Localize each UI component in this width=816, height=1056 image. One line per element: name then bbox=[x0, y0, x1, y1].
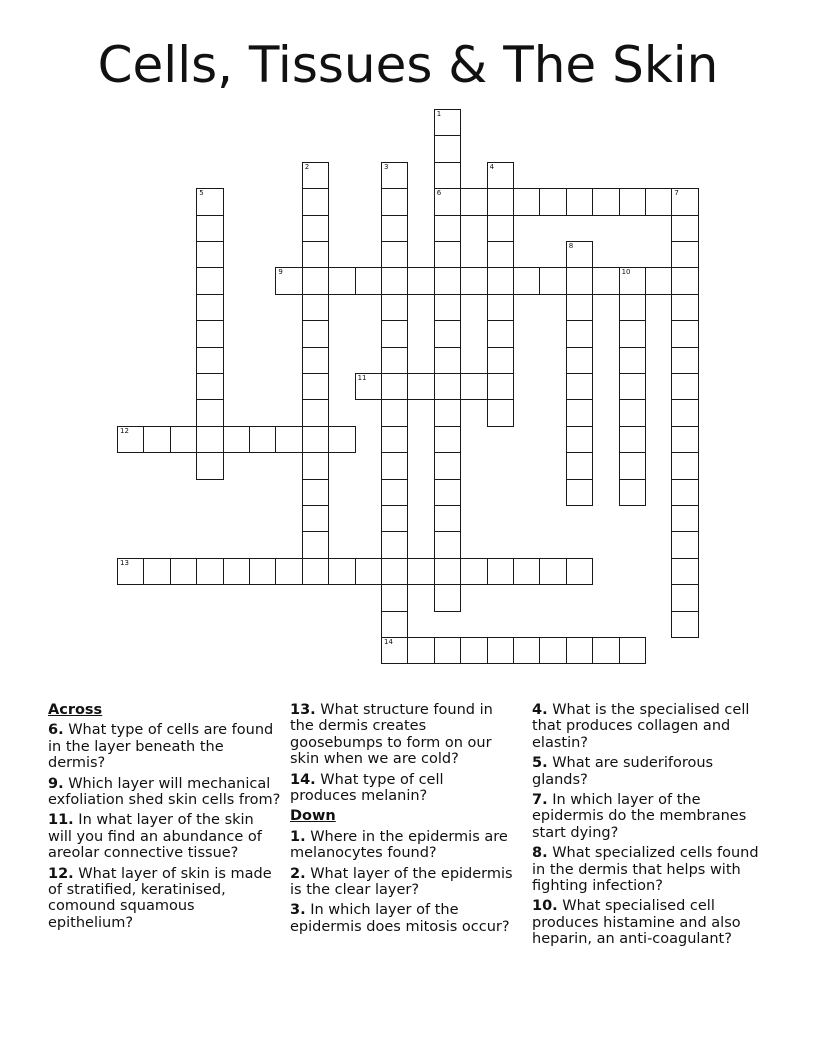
grid-cell[interactable] bbox=[460, 558, 487, 585]
grid-cell[interactable] bbox=[619, 347, 646, 374]
grid-cell[interactable] bbox=[434, 241, 461, 268]
grid-cell[interactable] bbox=[328, 426, 355, 453]
grid-cell[interactable] bbox=[434, 215, 461, 242]
grid-cell[interactable] bbox=[434, 320, 461, 347]
grid-cell[interactable] bbox=[381, 558, 408, 585]
grid-cell[interactable] bbox=[671, 320, 698, 347]
grid-cell[interactable] bbox=[143, 558, 170, 585]
grid-cell[interactable] bbox=[513, 558, 540, 585]
grid-cell[interactable] bbox=[196, 188, 223, 215]
grid-cell[interactable] bbox=[381, 162, 408, 189]
clue-across-9: 9. Which layer will mechanical exfoliation shed skin cells from? bbox=[48, 775, 281, 809]
grid-cell[interactable] bbox=[196, 320, 223, 347]
grid-cell[interactable] bbox=[249, 558, 276, 585]
grid-cell[interactable] bbox=[566, 452, 593, 479]
clue-down-10: 10. What specialised cell produces histamine and also heparin, an anti-coagulant? bbox=[532, 898, 741, 948]
grid-cell[interactable] bbox=[619, 267, 646, 294]
grid-cell[interactable] bbox=[671, 373, 698, 400]
grid-cell[interactable] bbox=[434, 505, 461, 532]
grid-cell[interactable] bbox=[302, 426, 329, 453]
grid-cell[interactable] bbox=[487, 267, 514, 294]
grid-cell[interactable] bbox=[460, 637, 487, 664]
grid-cell[interactable] bbox=[381, 294, 408, 321]
grid-cell[interactable] bbox=[619, 637, 646, 664]
grid-cell[interactable] bbox=[671, 479, 698, 506]
grid-cell[interactable] bbox=[487, 373, 514, 400]
grid-cell[interactable] bbox=[223, 558, 250, 585]
grid-cell[interactable] bbox=[328, 267, 355, 294]
grid-cell[interactable] bbox=[302, 505, 329, 532]
grid-cell[interactable] bbox=[117, 426, 144, 453]
grid-cell[interactable] bbox=[381, 611, 408, 638]
puzzle-title: Cells, Tissues & The Skin bbox=[97, 36, 719, 94]
grid-cell[interactable] bbox=[619, 373, 646, 400]
grid-cell[interactable] bbox=[434, 162, 461, 189]
grid-cell[interactable] bbox=[302, 188, 329, 215]
grid-cell[interactable] bbox=[671, 294, 698, 321]
grid-cell[interactable] bbox=[592, 637, 619, 664]
clue-number: 11 bbox=[357, 374, 367, 382]
grid-cell[interactable] bbox=[460, 373, 487, 400]
grid-cell[interactable] bbox=[434, 347, 461, 374]
clue-across-11: 11. In what layer of the skin will you find an abundance of areolar connective tissue? bbox=[48, 812, 262, 862]
grid-cell[interactable] bbox=[302, 558, 329, 585]
grid-cell[interactable] bbox=[381, 426, 408, 453]
grid-cell[interactable] bbox=[487, 320, 514, 347]
grid-cell[interactable] bbox=[539, 267, 566, 294]
clue-number: 8 bbox=[568, 242, 574, 250]
clue-across-6: 6. What type of cells are found in the layer beneath the dermis? bbox=[48, 722, 274, 772]
grid-cell[interactable] bbox=[671, 505, 698, 532]
grid-cell[interactable] bbox=[302, 531, 329, 558]
grid-cell[interactable] bbox=[487, 558, 514, 585]
grid-cell[interactable] bbox=[434, 109, 461, 136]
grid-cell[interactable] bbox=[170, 558, 197, 585]
grid-cell[interactable] bbox=[381, 347, 408, 374]
grid-cell[interactable] bbox=[355, 558, 382, 585]
clue-number: 4 bbox=[489, 162, 495, 171]
grid-cell[interactable] bbox=[355, 267, 382, 294]
grid-cell[interactable] bbox=[381, 215, 408, 242]
grid-cell[interactable] bbox=[566, 426, 593, 453]
grid-cell[interactable] bbox=[302, 215, 329, 242]
grid-cell[interactable] bbox=[407, 558, 434, 585]
clue-down-4: 4. What is the specialised cell that produces collagen and elastin? bbox=[532, 702, 750, 751]
grid-cell[interactable] bbox=[434, 452, 461, 479]
grid-cell[interactable] bbox=[275, 558, 302, 585]
grid-cell[interactable] bbox=[566, 558, 593, 585]
grid-cell[interactable] bbox=[566, 294, 593, 321]
clue-across-14: 14. What type of cell produces melanin? bbox=[290, 771, 444, 805]
clue-down-8: 8. What specialized cells found in the dermis that helps with fighting infection? bbox=[532, 845, 759, 895]
grid-cell[interactable] bbox=[381, 188, 408, 215]
clue-number: 9 bbox=[278, 268, 283, 277]
grid-cell[interactable] bbox=[671, 611, 698, 638]
grid-cell[interactable] bbox=[487, 294, 514, 321]
clue-number: 1 bbox=[436, 110, 442, 118]
grid-cell[interactable] bbox=[671, 347, 698, 374]
clue-down-3: 3. In which layer of the epidermis does mitosis occur? bbox=[290, 902, 510, 935]
grid-cell[interactable] bbox=[671, 267, 698, 294]
grid-cell[interactable] bbox=[302, 294, 329, 321]
grid-cell[interactable] bbox=[566, 347, 593, 374]
grid-cell[interactable] bbox=[196, 373, 223, 400]
clue-number: 5 bbox=[199, 189, 204, 198]
grid-cell[interactable] bbox=[671, 399, 698, 426]
grid-cell[interactable] bbox=[619, 399, 646, 426]
clue-number: 2 bbox=[304, 162, 310, 171]
grid-cell[interactable] bbox=[302, 347, 329, 374]
grid-cell[interactable] bbox=[302, 241, 329, 268]
grid-cell[interactable] bbox=[460, 188, 487, 215]
grid-cell[interactable] bbox=[381, 505, 408, 532]
grid-cell[interactable] bbox=[592, 267, 619, 294]
grid-cell[interactable] bbox=[434, 637, 461, 664]
grid-cell[interactable] bbox=[619, 294, 646, 321]
grid-cell[interactable] bbox=[302, 373, 329, 400]
grid-cell[interactable] bbox=[434, 294, 461, 321]
grid-cell[interactable] bbox=[434, 135, 461, 162]
grid-cell[interactable] bbox=[196, 399, 223, 426]
grid-cell[interactable] bbox=[487, 347, 514, 374]
grid-cell[interactable] bbox=[196, 426, 223, 453]
grid-cell[interactable] bbox=[434, 558, 461, 585]
clue-across-12: 12. What layer of skin is made of stratified, keratinised, comound squamous epithelium? bbox=[48, 865, 272, 931]
grid-cell[interactable] bbox=[275, 426, 302, 453]
grid-cell[interactable] bbox=[434, 399, 461, 426]
clue-down-1: 1. Where in the epidermis are melanocytes found? bbox=[290, 828, 508, 862]
grid-cell[interactable] bbox=[671, 584, 698, 611]
grid-cell[interactable] bbox=[196, 241, 223, 268]
clue-number: 14 bbox=[384, 638, 393, 646]
grid-cell[interactable] bbox=[487, 399, 514, 426]
clue-number: 10 bbox=[621, 268, 631, 277]
clue-number: 6 bbox=[436, 189, 442, 198]
grid-cell[interactable] bbox=[249, 426, 276, 453]
grid-cell[interactable] bbox=[671, 241, 698, 268]
grid-cell[interactable] bbox=[381, 320, 408, 347]
grid-cell[interactable] bbox=[196, 558, 223, 585]
grid-cell[interactable] bbox=[302, 320, 329, 347]
grid-cell[interactable] bbox=[645, 188, 672, 215]
grid-cell[interactable] bbox=[381, 241, 408, 268]
grid-cell[interactable] bbox=[170, 426, 197, 453]
grid-cell[interactable] bbox=[513, 637, 540, 664]
grid-cell[interactable] bbox=[619, 320, 646, 347]
grid-cell[interactable] bbox=[645, 267, 672, 294]
grid-cell[interactable] bbox=[355, 373, 382, 400]
grid-cell[interactable] bbox=[381, 479, 408, 506]
grid-cell[interactable] bbox=[381, 637, 408, 664]
grid-cell[interactable] bbox=[196, 347, 223, 374]
grid-cell[interactable] bbox=[117, 558, 144, 585]
grid-cell[interactable] bbox=[671, 426, 698, 453]
grid-cell[interactable] bbox=[302, 479, 329, 506]
grid-cell[interactable] bbox=[434, 584, 461, 611]
clue-column-1 bbox=[48, 702, 282, 935]
grid-cell[interactable] bbox=[566, 188, 593, 215]
grid-cell[interactable] bbox=[671, 188, 698, 215]
clue-number: 3 bbox=[384, 162, 389, 171]
grid-cell[interactable] bbox=[381, 452, 408, 479]
clue-number: 13 bbox=[120, 558, 129, 567]
grid-cell[interactable] bbox=[434, 188, 461, 215]
grid-cell[interactable] bbox=[302, 162, 329, 189]
grid-cell[interactable] bbox=[143, 426, 170, 453]
grid-cell[interactable] bbox=[196, 452, 223, 479]
grid-cell[interactable] bbox=[566, 399, 593, 426]
grid-cell[interactable] bbox=[407, 637, 434, 664]
grid-cell[interactable] bbox=[381, 399, 408, 426]
clue-across-13: 13. What structure found in the dermis creates goosebumps to form on our skin when we are cold? bbox=[290, 702, 493, 768]
grid-cell[interactable] bbox=[302, 452, 329, 479]
grid-cell[interactable] bbox=[566, 241, 593, 268]
grid-cell[interactable] bbox=[460, 267, 487, 294]
grid-cell[interactable] bbox=[671, 558, 698, 585]
grid-cell[interactable] bbox=[434, 267, 461, 294]
grid-cell[interactable] bbox=[328, 558, 355, 585]
grid-cell[interactable] bbox=[566, 479, 593, 506]
grid-cell[interactable] bbox=[196, 294, 223, 321]
grid-cell[interactable] bbox=[487, 637, 514, 664]
grid-cell[interactable] bbox=[407, 373, 434, 400]
grid-cell[interactable] bbox=[592, 188, 619, 215]
grid-cell[interactable] bbox=[671, 531, 698, 558]
grid-cell[interactable] bbox=[434, 531, 461, 558]
clue-column-3 bbox=[532, 702, 766, 952]
grid-cell[interactable] bbox=[513, 188, 540, 215]
grid-cell[interactable] bbox=[566, 267, 593, 294]
clue-down-5: 5. What are suderiforous glands? bbox=[532, 755, 714, 788]
grid-cell[interactable] bbox=[407, 267, 434, 294]
grid-cell[interactable] bbox=[513, 267, 540, 294]
grid-cell[interactable] bbox=[381, 373, 408, 400]
grid-cell[interactable] bbox=[196, 215, 223, 242]
grid-cell[interactable] bbox=[671, 452, 698, 479]
grid-cell[interactable] bbox=[434, 426, 461, 453]
grid-cell[interactable] bbox=[619, 452, 646, 479]
grid-cell[interactable] bbox=[487, 241, 514, 268]
grid-cell[interactable] bbox=[434, 479, 461, 506]
down-heading: Down bbox=[290, 808, 336, 825]
grid-cell[interactable] bbox=[566, 373, 593, 400]
grid-cell[interactable] bbox=[275, 267, 302, 294]
clue-down-7: 7. In which layer of the epidermis do the membranes start dying? bbox=[532, 792, 747, 841]
grid-cell[interactable] bbox=[539, 188, 566, 215]
clue-number: 12 bbox=[120, 426, 129, 435]
grid-cell[interactable] bbox=[539, 637, 566, 664]
grid-cell[interactable] bbox=[619, 188, 646, 215]
grid-cell[interactable] bbox=[381, 584, 408, 611]
grid-cell[interactable] bbox=[223, 426, 250, 453]
grid-cell[interactable] bbox=[381, 531, 408, 558]
across-heading: Across bbox=[48, 702, 103, 718]
grid-cell[interactable] bbox=[619, 426, 646, 453]
grid-cell[interactable] bbox=[487, 162, 514, 189]
grid-cell[interactable] bbox=[302, 267, 329, 294]
grid-cell[interactable] bbox=[302, 399, 329, 426]
grid-cell[interactable] bbox=[671, 215, 698, 242]
grid-cell[interactable] bbox=[196, 267, 223, 294]
grid-cell[interactable] bbox=[539, 558, 566, 585]
grid-cell[interactable] bbox=[381, 267, 408, 294]
grid-cell[interactable] bbox=[487, 215, 514, 242]
grid-cell[interactable] bbox=[434, 373, 461, 400]
grid-cell[interactable] bbox=[487, 188, 514, 215]
grid-cell[interactable] bbox=[566, 320, 593, 347]
clue-number: 7 bbox=[674, 189, 679, 198]
grid-cell[interactable] bbox=[566, 637, 593, 664]
clue-down-2: 2. What layer of the epidermis is the clear layer? bbox=[290, 865, 513, 899]
clue-column-2 bbox=[290, 702, 514, 939]
grid-cell[interactable] bbox=[619, 479, 646, 506]
